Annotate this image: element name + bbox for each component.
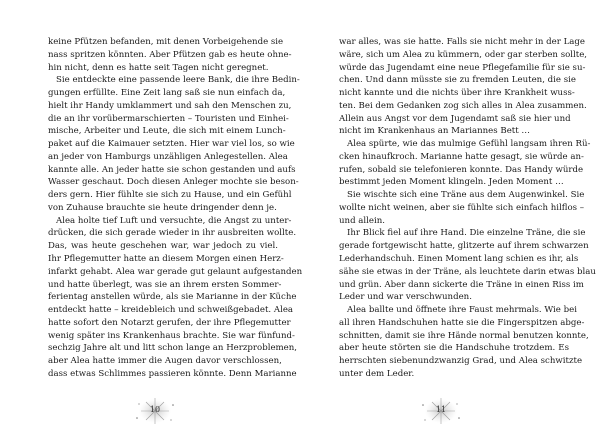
text-line: drücken, die sich gerade wieder in ihr ausbreiten wollte. <box>48 228 297 239</box>
text-line: aber heute störten sie die Handschuhe trotzdem. Es <box>339 343 569 354</box>
text-line: keine Pfützen befanden, mit denen Vorbeigehende sie <box>48 37 284 47</box>
text-line: Ihr Pflegemutter hatte an diesem Morgen einen Herz- <box>48 254 284 265</box>
text-line: Ihr Blick fiel auf ihre Hand. Die einzelne Träne, die sie <box>347 228 586 239</box>
text-line: aber Alea hatte immer die Augen davor verschlossen, <box>48 356 282 367</box>
right-page-text <box>339 36 596 381</box>
text-line: entdeckt hatte – kreidebleich und schweißgebadet. Alea <box>48 305 294 316</box>
page-number-text: 11 <box>435 405 447 414</box>
text-line: die an ihr vorübermarschierten – Touristen und Einhei- <box>48 113 289 124</box>
text-line: Allein aus Angst vor dem Jugendamt saß sie hier und <box>339 113 571 124</box>
text-line: ferientag anstellen würde, als sie Marianne in der Küche <box>48 292 297 303</box>
left-page-text <box>48 36 303 381</box>
text-line: an jeder von Hamburgs unzähligen Anlegestellen. Alea <box>48 151 288 162</box>
page-number-left <box>127 398 183 426</box>
text-line: sähe sie etwas in der Träne, als leuchtete darin etwas blau <box>339 266 596 277</box>
text-line: gerade fortgewischt hatte, glitzerte auf ihrem schwarzen <box>339 241 589 252</box>
text-line: Sie wischte sich eine Träne aus dem Augenwinkel. Sie <box>347 190 585 201</box>
text-line: schnitten, damit sie ihre Hände normal benutzen konnte, <box>339 330 589 341</box>
page-number-text: 10 <box>149 405 161 414</box>
text-line: hielt ihr Handy umklammert und sah den Menschen zu, <box>48 100 292 111</box>
text-line: unter dem Leder. <box>339 368 415 379</box>
right-page <box>339 36 596 381</box>
text-line: war alles, was sie hatte. Falls sie nicht mehr in der Lage <box>339 37 586 47</box>
text-line: infarkt gehabt. Alea war gerade gut gelaunt aufgestanden <box>48 266 303 277</box>
text-line: Sie entdeckte eine passende leere Bank, die ihre Bedin- <box>56 75 300 86</box>
text-line: dass etwas Schlimmes passieren könnte. Denn Marianne <box>48 368 297 379</box>
text-line: und allein. <box>339 215 386 226</box>
text-line: paket auf die Kaimauer setzten. Hier war viel los, so wie <box>48 139 295 150</box>
text-line: wenig später ins Krankenhaus brachte. Sie war fünfund- <box>48 330 295 341</box>
text-line: hin nicht, denn es hatte seit Tagen nicht geregnet. <box>48 62 269 73</box>
text-line: ders gern. Hier fühlte sie sich zu Hause, und ein Gefühl <box>48 190 292 201</box>
text-line: kannte alle. An jeder hatte sie schon gestanden und aufs <box>48 164 296 175</box>
text-line: hatte sofort den Notarzt gerufen, der ihre Pflegemutter <box>48 317 291 328</box>
text-line: von Zuhause brauchte sie heute dringender denn je. <box>48 202 277 213</box>
text-line: mische, Arbeiter und Leute, die sich mit einem Lunch- <box>48 126 286 137</box>
text-line: nicht kannte und die nichts über ihre Krankheit wuss- <box>339 88 575 99</box>
text-line: bestimmt jeden Moment klingeln. Jeden Moment … <box>339 177 564 188</box>
text-line: ten. Bei dem Gedanken zog sich alles in Alea zusammen. <box>339 100 587 111</box>
text-line: gungen erfüllte. Eine Zeit lang saß sie nun einfach da, <box>48 88 286 99</box>
text-line: Alea ballte und öffnete ihre Faust mehrmals. Wie bei <box>347 305 577 316</box>
text-line: und hatte überlegt, was sie an ihrem ersten Sommer- <box>48 279 282 290</box>
text-line: nicht im Krankenhaus an Mariannes Bett … <box>339 126 531 137</box>
text-line: würde das Jugendamt eine neue Pflegefamilie für sie su- <box>339 62 586 73</box>
text-line: Alea holte tief Luft und versuchte, die Angst zu unter- <box>56 215 292 226</box>
text-line: all ihren Handschuhen hatte sie die Fingerspitzen abge- <box>339 317 585 328</box>
text-line: cken hinaufkroch. Marianne hatte gesagt, sie würde an- <box>339 151 584 162</box>
text-line: Das, was heute geschehen war, war jedoch zu viel. <box>48 241 278 252</box>
text-line: wollte nicht weinen, aber sie fühlte sich einfach hilflos – <box>339 202 585 213</box>
text-line: und grün. Aber dann sickerte die Träne in einen Riss im <box>339 279 584 290</box>
text-line: Lederhandschuh. Einen Moment lang schien es ihr, als <box>339 254 579 265</box>
text-line: Leder und war verschwunden. <box>339 292 472 303</box>
text-line: rufen, sobald sie telefonieren konnte. Das Handy würde <box>339 164 584 175</box>
left-page <box>48 36 303 381</box>
text-line: sechzig Jahre alt und litt schon lange an Herzproblemen, <box>48 343 298 354</box>
text-line: Wasser geschaut. Doch diesen Anleger mochte sie beson- <box>48 177 299 188</box>
text-line: herrschten siebenundzwanzig Grad, und Alea schwitzte <box>339 356 583 367</box>
text-line: nass spritzen könnten. Aber Pfützen gab es heute ohne- <box>48 49 292 60</box>
text-line: chen. Und dann müsste sie zu fremden Leuten, die sie <box>339 75 576 86</box>
text-line: wäre, sich um Alea zu kümmern, oder gar sterben sollte, <box>339 49 588 60</box>
page-number-right <box>413 398 469 426</box>
text-line: Alea spürte, wie das mulmige Gefühl langsam ihren Rü- <box>347 139 591 150</box>
